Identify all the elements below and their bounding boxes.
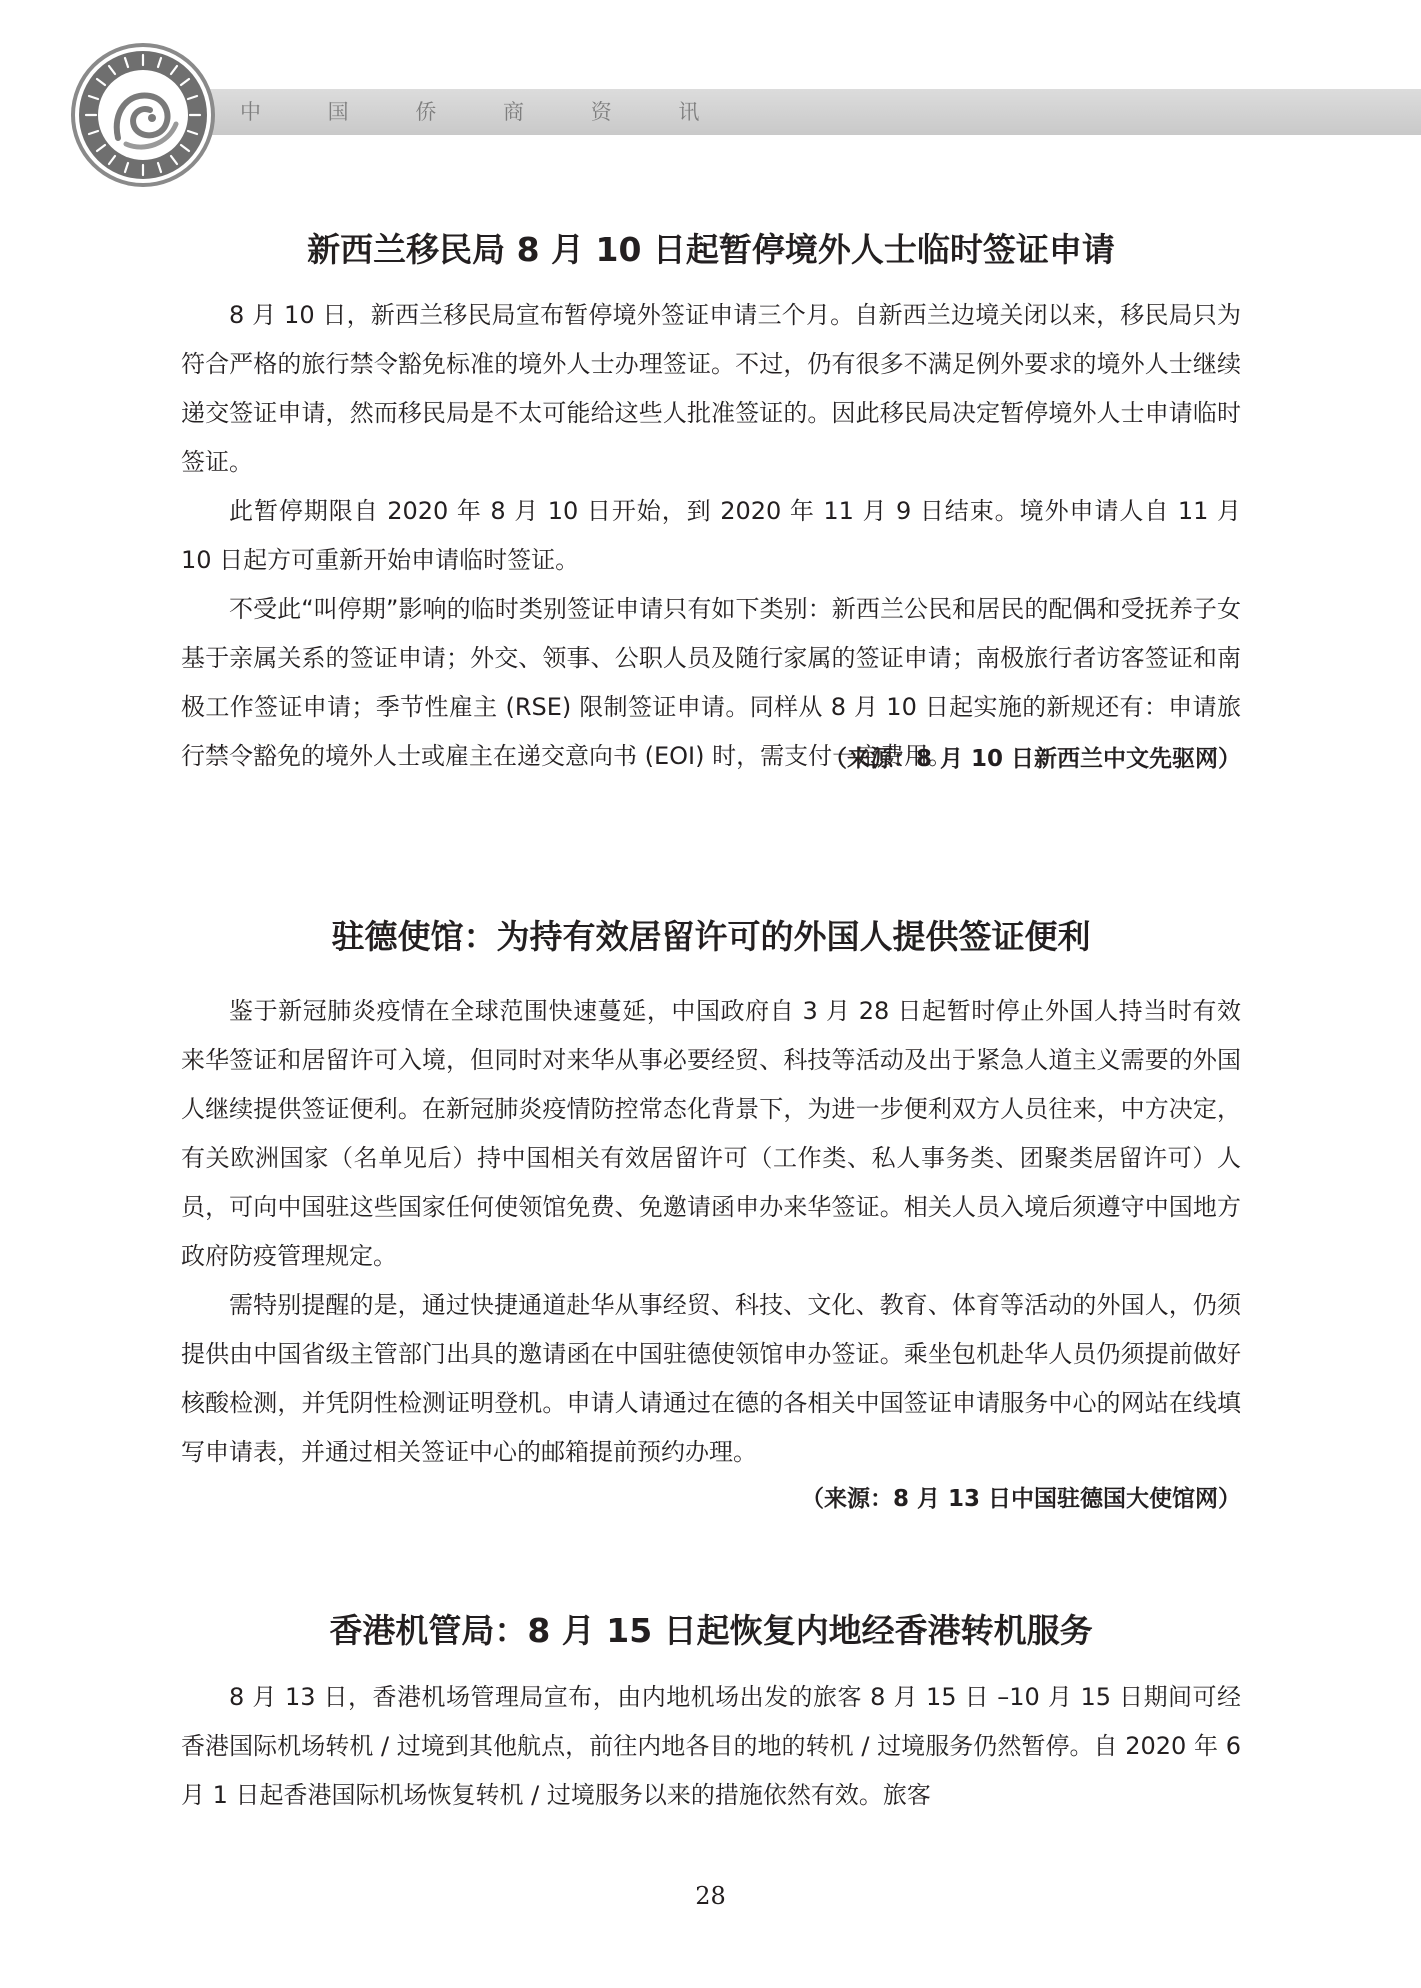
article-source: （来源：8 月 10 日新西兰中文先驱网） — [823, 746, 1241, 772]
federation-logo-icon — [68, 40, 218, 190]
page-number: 28 — [695, 1882, 726, 1910]
article-new-zealand-visa — [181, 228, 1241, 781]
article-paragraph: 需特别提醒的是，通过快捷通道赴华从事经贸、科技、文化、教育、体育等活动的外国人，仍须提供由中国省级主管部门出具的邀请函在中国驻德使领馆申办签证。乘坐包机赴华人员仍须提前做好核酸检测，并凭阴性检测证明登机。申请人请通过在德的各相关中国签证申请服务中心的网站在线填写申请表，并通过相关签证中心的邮箱提前预约办理。 — [181, 1291, 1241, 1466]
section-title: 中 国 侨 商 资 讯 — [240, 100, 730, 124]
article-germany-embassy-visa — [181, 915, 1241, 1521]
article-paragraph: 8 月 10 日，新西兰移民局宣布暂停境外签证申请三个月。自新西兰边境关闭以来，移民局只为符合严格的旅行禁令豁免标准的境外人士办理签证。不过，仍有很多不满足例外要求的境外人士继续递交签证申请，然而移民局是不太可能给这些人批准签证的。因此移民局决定暂停境外人士申请临时签证。 — [181, 301, 1241, 476]
article-title: 香港机管局：8 月 15 日起恢复内地经香港转机服务 — [329, 1611, 1093, 1650]
article-paragraph: 此暂停期限自 2020 年 8 月 10 日开始，到 2020 年 11 月 9 日结束。境外申请人自 11 月 10 日起方可重新开始申请临时签证。 — [181, 497, 1241, 574]
article-title: 驻德使馆：为持有效居留许可的外国人提供签证便利 — [331, 917, 1091, 956]
article-paragraph: 鉴于新冠肺炎疫情在全球范围快速蔓延，中国政府自 3 月 28 日起暂时停止外国人持当时有效来华签证和居留许可入境，但同时对来华从事必要经贸、科技等活动及出于紧急人道主义需要的外国人继续提供签证便利。在新冠肺炎疫情防控常态化背景下，为进一步便利双方人员往来，中方决定，有关欧洲国家（名单见后）持中国相关有效居留许可（工作类、私人事务类、团聚类居留许可）人员，可向中国驻这些国家任何使领馆免费、免邀请函申办来华签证。相关人员入境后须遵守中国地方政府防疫管理规定。 — [181, 997, 1241, 1270]
article-hong-kong-transit — [181, 1609, 1241, 1820]
article-paragraph: 8 月 13 日，香港机场管理局宣布，由内地机场出发的旅客 8 月 15 日 –10 月 15 日期间可经香港国际机场转机 / 过境到其他航点，前往内地各目的地的转机 / 过境服务仍然暂停。自 2020 年 6 月 1 日起香港国际机场恢复转机 / 过境服务以来的措施依然有效。旅客 — [181, 1683, 1241, 1809]
article-paragraph: 不受此“叫停期”影响的临时类别签证申请只有如下类别：新西兰公民和居民的配偶和受抚养子女基于亲属关系的签证申请；外交、领事、公职人员及随行家属的签证申请；南极旅行者访客签证和南极工作签证申请；季节性雇主 (RSE) 限制签证申请。同样从 8 月 10 日起实施的新规还有：申请旅行禁令豁免的境外人士或雇主在递交意向书 (EOI) 时，需支付一定费用。 — [181, 595, 1241, 770]
article-source: （来源：8 月 13 日中国驻德国大使馆网） — [800, 1486, 1241, 1512]
article-title: 新西兰移民局 8 月 10 日起暂停境外人士临时签证申请 — [307, 230, 1115, 269]
